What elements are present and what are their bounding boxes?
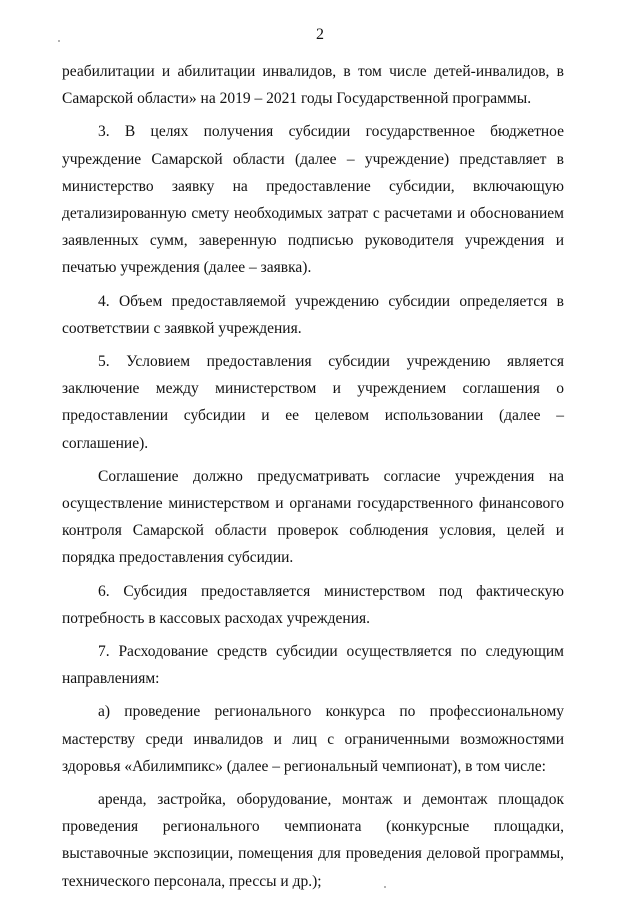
paragraph-rental-list: аренда, застройка, оборудование, монтаж и демонтаж площадок проведения регионального чемпионата (конкурсные площадки, выставочные экспозиции, помещения для проведения деловой программы, технического персонала, прессы и др.); <box>62 791 564 890</box>
paragraph-item-3: 3. В целях получения субсидии государственное бюджетное учреждение Самарской области (далее – учреждение) представляет в министерство заявку на предоставление субсидии, включающую детализированную смету необходимых затрат с расчетами и обоснованием заявленных сумм, заверенную подписью руководителя учреждения и печатью учреждения (далее – заявка). <box>62 123 564 277</box>
paragraph-item-4: 4. Объем предоставляемой учреждению субсидии определяется в соответствии с заявкой учреждения. <box>62 292 564 337</box>
paragraph-agreement-consent: Соглашение должно предусматривать согласие учреждения на осуществление министерством и органами государственного финансового контроля Самарской области проверок соблюдения условия, целей и порядка предоставления субсидии. <box>62 467 564 567</box>
paragraph-item-5: 5. Условием предоставления субсидии учреждению является заключение между министерством и учреждением соглашения о предоставлении субсидии и ее целевом использовании (далее – соглашение). <box>62 353 564 452</box>
paragraph-item-6: 6. Субсидия предоставляется министерством под фактическую потребность в кассовых расходах учреждения. <box>62 582 564 627</box>
scan-speck <box>384 886 386 888</box>
page-number: 2 <box>316 26 324 43</box>
paragraph-subitem-a: а) проведение регионального конкурса по профессиональному мастерству среди инвалидов и лиц с ограниченными возможностями здоровья «Абилимпикс» (далее – региональный чемпионат), в том числе: <box>62 703 564 775</box>
paragraph-item-7: 7. Расходование средств субсидии осуществляется по следующим направлениям: <box>62 643 564 688</box>
document-body <box>62 58 564 901</box>
paragraph-continuation: реабилитации и абилитации инвалидов, в том числе детей-инвалидов, в Самарской области» на 2019 – 2021 годы Государственной программы. <box>62 63 564 108</box>
scan-speck <box>58 40 60 42</box>
